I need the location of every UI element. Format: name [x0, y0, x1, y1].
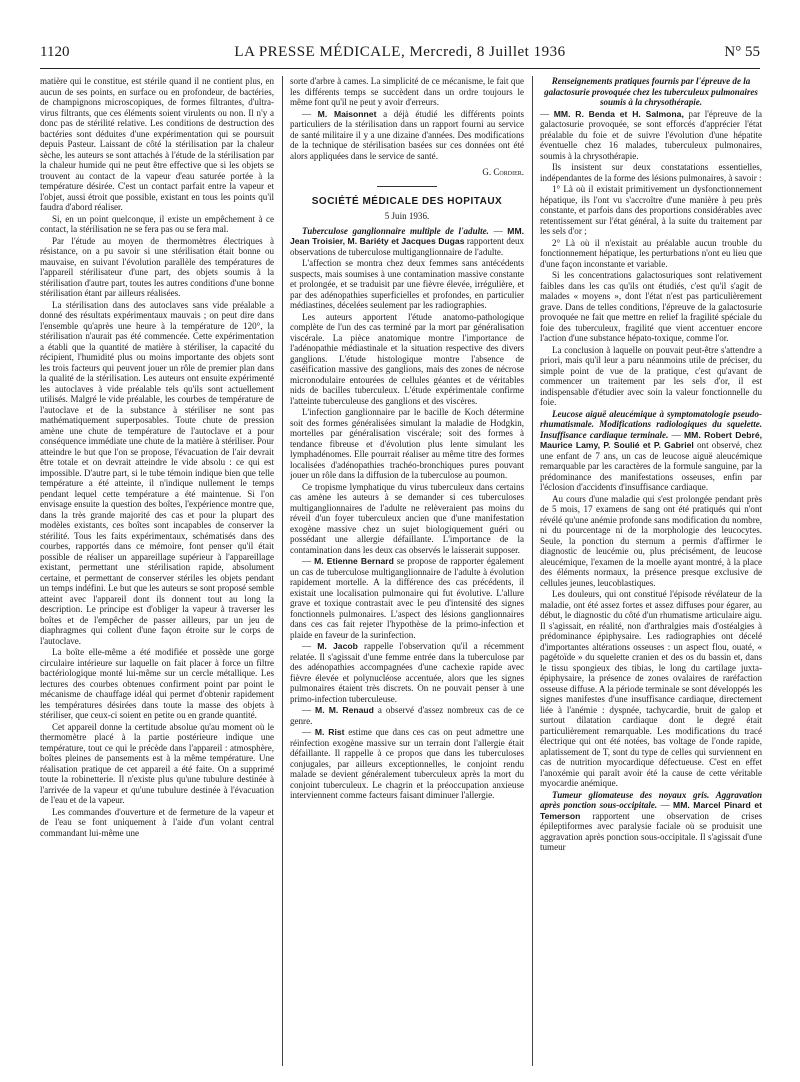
journal-title-line: LA PRESSE MÉDICALE, Mercredi, 8 Juillet 1936: [234, 44, 566, 60]
separator-rule: [377, 186, 437, 187]
article-authors: MM. Robert Debré, Maurice Lamy, P. Soulié et P. Gabriel: [540, 429, 762, 450]
paragraph-text: a déjà étudié les différents points particuliers de la stérilisation dans un rapport fourni au service de santé militaire il y a une dizaine d'années. Des modifications de la technique de stérilisation basées sur ces données ont été alors appliquées dans le service de santé.: [290, 108, 524, 161]
paragraph: — M. M. Renaud a observé d'assez nombreux cas de ce genre.: [290, 705, 524, 726]
speaker-name: M. Maisonnet: [317, 108, 377, 119]
paragraph: — M. Maisonnet a déjà étudié les différents points particuliers de la stérilisation dans un rapport fourni au service de santé militaire il y a une dizaine d'années. Des modifications de la technique de stérilisation basées sur ces données ont été alors appliquées dans le service de santé.: [290, 108, 524, 161]
article-title: Tuberculose ganglionnaire multiple de l'adulte.: [302, 225, 489, 236]
article-lead: — MM. R. Benda et H. Salmona, par l'épreuve de la galactosurie provoquée, se sont efforcés d'apprécier l'état préalable du foie et de suivre l'évolution d'une hépatite éventuelle chez 16 malades, tuberculeux pulmonaires, soumis à la chrysothérapie.: [540, 108, 762, 161]
paragraph: L'infection ganglionnaire par le bacille de Koch détermine soit des formes généralisées simulant la maladie de Hodgkin, mortelles par généralisation viscérale; soit des formes à tendance fibreuse et d'évolution plus lente simulant les lymphadénomes. Elle pourrait réaliser au même titre des formes localisées d'adénopathies trachéo-bronchiques pures pouvant jouer un rôle dans la diffusion de la tuberculose au poumon.: [290, 407, 524, 480]
article-lead: Leucose aiguë aleucémique à symptomatologie pseudo-rhumatismale. Modifications radiologiques du squelette. Insuffisance cardiaque terminale. — MM. Robert Debré, Maurice Lamy, P. Soulié et P. Gabriel ont observé, chez une enfant de 7 ans, un cas de leucose aiguë aleucémique remarquable par les caractères de la formule sanguine, par la prédominance des manifestations osseuses, enfin par l'éclosion d'accidents d'insuffisance cardiaque.: [540, 408, 762, 492]
paragraph: Si, en un point quelconque, il existe un empêchement à ce contact, la stérilisation ne se fera pas ou se fera mal.: [40, 213, 274, 234]
page-header: [40, 44, 760, 66]
paragraph-text: par l'épreuve de la galactosurie provoquée, se sont efforcés d'apprécier l'état préalable du foie et de suivre l'évolution d'une hépatite éventuelle chez 16 malades, tuberculeux pulmonaires, soumis à la chrysothérapie.: [540, 108, 762, 161]
section-title: SOCIÉTÉ MÉDICALE DES HOPITAUX: [311, 195, 503, 207]
paragraph: L'affection se montra chez deux femmes sans antécédents suspects, mais soumises à une contamination massive constante et prolongée, et se traduisit par une fièvre élevée, irrégulière, et par des adénopathies superficielles et profondes, en particulier médiastines, décelées seulement par les radiographies.: [290, 258, 524, 310]
paragraph: 2° Là où il n'existait au préalable aucun trouble du fonctionnement hépatique, les perturbations n'ont eu lieu que d'une façon inconstante et variable.: [540, 237, 762, 269]
paragraph: Les auteurs apportent l'étude anatomo-pathologique complète de l'un des cas terminé par la mort par généralisation viscérale. La pièce anatomique montre l'importance de l'adénopathie médiastinale et la situation respective des divers ganglions. L'étude histologique montre l'absence de caséification massive des ganglions, mais des zones de nécrose micronodulaire entourées de cellules géantes et de véritables nids de bacilles tuberculeux. L'étude expérimentale confirme l'atteinte tuberculeuse des ganglions et des viscères.: [290, 311, 524, 406]
header-rule: [40, 68, 760, 69]
article-lead: Tuberculose ganglionnaire multiple de l'adulte. — MM. Jean Troisier, M. Bariéty et Jacques Dugas rapportent deux observations de tuberculose multiganglionnaire de l'adulte.: [290, 225, 524, 257]
paragraph-text: rappelle l'observation qu'il a récemment relatée. Il s'agissait d'une femme entrée dans la tuberculose par des adénopathies accompagnées d'une cachexie rapide avec fièvre élevée et polynucléose accentuée, alors que les signes pulmonaires étaient très discrets. On ne pouvait penser à une primo-infection tuberculeuse.: [290, 641, 524, 704]
paragraph: matière qui le constitue, est stérile quand il ne contient plus, en aucun de ses points, en surface ou en profondeur, de bactéries, de champignons microscopiques, de formes filtrantes, d'ultra-virus filtrants, que ces éléments soient virulents ou non. Il n'y a donc pas de stérilité relative. Les conditions de destruction des bactéries sont déduites d'une expérimentation qui se poursuit depuis Pasteur. Laissant de côté la stérilisation par la chaleur sèche, les auteurs se sont attachés à l'étude de la stérilisation par la chaleur humide qui ne peut être effective que si les objets se trouvent au contact de la vapeur d'eau saturée portée à la température désirée. C'est un contact parfait entre la vapeur et l'objet, aussi étroit que possible, existant en tous les points qu'il faudra d'abord réaliser.: [40, 76, 274, 212]
issue-date: Mercredi, 8 Juillet 1936: [409, 44, 566, 60]
paragraph: La conclusion à laquelle on pouvait peut-être s'attendre a priori, mais qu'il leur a paru néanmoins utile de préciser, du simple point de vue de la pratique, c'est qu'avant de commencer un traitement par les sels d'or, il est indispensable d'étudier avec soin la valeur fonctionnelle du foie.: [540, 344, 762, 407]
page-number: 1120: [40, 44, 70, 60]
speaker-name: M. Jacob: [317, 641, 358, 651]
paragraph: 1° Là où il existait primitivement un dysfonctionnement hépatique, ils l'ont vu s'accroître d'une manière à peu près constante, et parfois dans des proportions considérables avec retentissement sur l'état général, à la suite du traitement par les sels d'or ;: [540, 184, 762, 236]
paragraph: Cet appareil donne la certitude absolue qu'au moment où le thermomètre placé à la partie postérieure indique une température, tout ce qui le précède dans l'appareil : atmosphère, boîtes pleines de pansements est à la même température. Une réalisation pratique de cet appareil a été faite. On a supprimé toute la robinetterie. Il n'existe plus qu'une tubulure destinée à l'arrivée de la vapeur et qu'une tubulure destinée à l'évacuation de l'eau et de la vapeur.: [40, 721, 274, 805]
journal-name: LA PRESSE MÉDICALE: [234, 44, 401, 60]
column-divider: [282, 76, 283, 1066]
speaker-name: M. Rist: [314, 727, 345, 737]
article-authors: MM. Jean Troisier, M. Bariéty et Jacques Dugas: [290, 225, 524, 246]
paragraph: — M. Etienne Bernard se propose de rapporter également un cas de tuberculose multiganglionnaire de l'adulte à évolution rapidement mortelle. A la différence des cas précédents, il existait une localisation pulmonaire qui fut évolutive. L'allure grave et toxique contrastait avec le peu d'intensité des signes fonctionnels pulmonaires. L'aspect des lésions ganglionnaires dans ces cas fait rejeter l'hypothèse de la primo-infection et plaide en faveur de la surinfection.: [290, 556, 524, 640]
column-divider: [532, 76, 533, 1066]
paragraph: sorte d'arbre à cames. La simplicité de ce mécanisme, le fait que les différents temps se succèdent dans un ordre toujours le même font qu'il ne peut y avoir d'erreurs.: [290, 76, 524, 107]
column-middle: [290, 76, 524, 1066]
paragraph: — M. Jacob rappelle l'observation qu'il a récemment relatée. Il s'agissait d'une femme entrée dans la tuberculose par des adénopathies accompagnées d'une cachexie rapide avec fièvre élevée et polynucléose accentuée, alors que les signes pulmonaires étaient très discrets. On ne pouvait penser à une primo-infection tuberculeuse.: [290, 641, 524, 704]
paragraph: Les commandes d'ouverture et de fermeture de la vapeur et de l'eau se font uniquement à l'aide d'un volant central commandant lui-même une: [40, 806, 274, 838]
article-title: Tumeur gliomateuse des noyaux gris. Aggravation après ponction sous-occipitale.: [540, 789, 762, 810]
paragraph: Les douleurs, qui ont constitué l'épisode révélateur de la maladie, ont été assez fortes et assez diffuses pour égarer, au début, le diagnostic du côté d'un rhumatisme articulaire aigu. Il s'agissait, en réalité, non d'arthralgies mais d'ostéalgies à prédominance épiphysaire. Les radiographies ont décelé d'importantes altérations osseuses : un aspect flou, ouaté, « pagétoïde » du squelette cranien et des os du bassin et, dans le tissu spongieux des tibias, le long du cartilage juxta-épiphysaire, la présence de zones ovalaires de raréfaction osseuse diffuse. A la période terminale se sont développés les signes manifestes d'une insuffisance cardiaque, directement liée à l'anémie : dyspnée, tachycardie, bruit de galop et surtout dilatation cardiaque dont le degré était particulièrement remarquable. Les modifications du tracé électrique qui ont été notées, bas voltage de l'onde rapide, aplatissement de T, sont du type de celles qui surviennent en cas de nutrition myocardique défectueuse. C'est en effet l'anoxémie qui paraît avoir été la cause de cette véritable myocardie anémique.: [540, 589, 762, 788]
paragraph-text: estime que dans ces cas on peut admettre une réinfection exogène massive sur un terrain dont l'allergie était défaillante. Il rappelle à ce propos que dans les tuberculoses conjugales, par ailleurs exceptionnelles, le conjoint rendu malade se devient généralement tuberculeux après la mort du conjoint tuberculeux. Le chagrin et la préoccupation anxieuse interviennent comme facteurs faisant diminuer l'allergie.: [290, 727, 524, 800]
speaker-name: M. Etienne Bernard: [314, 556, 394, 566]
paragraph-text: rapportent deux observations de tuberculose multiganglionnaire de l'adulte.: [290, 236, 524, 257]
session-date: 5 Juin 1936.: [384, 211, 430, 221]
paragraph: La boîte elle-même a été modifiée et possède une gorge circulaire intérieure sur laquelle on fait placer à force un filtre bactériologique monté lui-même sur un cercle métallique. Les lectures des courbes obtenues confirment point par point le mécanisme de chauffage idéal qui permet d'obtenir rapidement les températures désirées dans toute la masse des objets à stériliser, que ceux-ci soient en petite ou en grande quantité.: [40, 647, 274, 720]
article-lead: Tumeur gliomateuse des noyaux gris. Aggravation après ponction sous-occipitale. — MM. Marcel Pinard et Temerson rapportent une observation de crises épileptiformes avec paralysie faciale où se produisit une aggravation après ponction sous-occipitale. Il s'agissait d'une tumeur: [540, 789, 762, 852]
paragraph: Au cours d'une maladie qui s'est prolongée pendant près de 5 mois, 17 examens de sang ont été pratiqués qui n'ont révélé qu'une anémie profonde sans modification du nombre, ni du pourcentage ni de la morphologie des leucocytes. Seule, la ponction du sternum a permis d'affirmer le diagnostic de leucémie ou, plus précisément, de leucose aleucémique, l'examen de la moelle ayant montré, à la place des éléments normaux, la présence presque exclusive de cellules jeunes, leucoblastiques.: [540, 493, 762, 588]
paragraph: Ce tropisme lymphatique du virus tuberculeux dans certains cas amène les auteurs à se demander si ces tuberculoses multiganglionnaires de l'adulte ne relèveraient pas moins du réveil d'un foyer tuberculeux ancien que d'une manifestation exogène massive chez un sujet biologiquement guéri ou possédant une allergie défaillante. L'importance de la contamination dans les deux cas observés le laisserait supposer.: [290, 481, 524, 555]
paragraph-text: a observé d'assez nombreux cas de ce genre.: [290, 705, 524, 726]
article-title: Leucose aiguë aleucémique à symptomatologie pseudo-rhumatismale. Modifications radiologiques du squelette. Insuffisance cardiaque terminale.: [540, 408, 762, 440]
article-title: Renseignements pratiques fournis par l'épreuve de la galactosurie provoquée chez les tuberculeux pulmonaires soumis à la chrysothérapie.: [544, 76, 758, 107]
article-authors: MM. Marcel Pinard et Temerson: [540, 800, 762, 821]
paragraph-text: ont observé, chez une enfant de 7 ans, un cas de leucose aiguë aleucémique remarquable par les caractères de la formule sanguine, par la prédominance des manifestations osseuses, enfin par l'éclosion d'accidents d'insuffisance cardiaque.: [540, 440, 762, 492]
paragraph-text: rapportent une observation de crises épileptiformes avec paralysie faciale où se produisit une aggravation après ponction sous-occipitale. Il s'agissait d'une tumeur: [540, 810, 762, 852]
paragraph: Ils insistent sur deux constatations essentielles, indépendantes de la forme des lésions pulmonaires, à savoir :: [540, 162, 762, 183]
column-left: [40, 76, 274, 1066]
speaker-name: M. M. Renaud: [315, 705, 374, 715]
paragraph: Par l'étude au moyen de thermomètres électriques à résistance, on a pu savoir si une stérilisation était bonne ou mauvaise, en suivant l'évolution parallèle des températures de l'appareil stérilisateur d'une part, des objets soumis à la stérilisation d'autre part, toutes les autres conditions d'une bonne stérilisation étant par ailleurs réalisées.: [40, 235, 274, 298]
paragraph-text: se propose de rapporter également un cas de tuberculose multiganglionnaire de l'adulte à évolution rapidement mortelle. A la différence des cas précédents, il existait une localisation pulmonaire qui fut évolutive. L'allure grave et toxique contrastait avec le peu d'intensité des signes fonctionnels pulmonaires. L'aspect des lésions ganglionnaires dans ces cas fait rejeter l'hypothèse de la primo-infection et plaide en faveur de la surinfection.: [290, 556, 524, 640]
issue-number: N° 55: [724, 44, 760, 60]
paragraph: Si les concentrations galactosuriques sont relativement faibles dans les cas qu'ils ont étudiés, c'est qu'il s'agit de malades « moyens », dont l'état n'est pas particulièrement grave. Dans de telles conditions, l'épreuve de la galactosurie provoquée ne fait que mettre en relief la fragilité spéciale du foie des tuberculeux, fragilité que vient accentuer encore l'action d'une substance hépato-toxique, comme l'or.: [540, 270, 762, 343]
article-authors: MM. R. Benda et H. Salmona,: [553, 108, 684, 119]
paragraph: La stérilisation dans des autoclaves sans vide préalable a donné des résultats expérimentaux mauvais ; on peut dire dans l'ensemble qu'après une heure à la température de 120°, la stérilisation n'aurait pas été commencée. Cette expérimentation a établi que la quantité de matière à stériliser, la capacité du récipient, l'humidité plus ou moins importante des objets sont les trois facteurs qui peuvent jouer un rôle de premier plan dans la qualité de la stérilisation. Les auteurs ont ensuite expérimenté les autoclaves à vide préalable tels qu'ils sont actuellement utilisés. Malgré le vide préalable, les courbes de température de l'autoclave et de la substance à stériliser ne sont pas mathématiquement superposables. Toute chute de pression amène une chute de température de l'autoclave et a pour conséquence immédiate une chute de la matière à stériliser. Pour atteindre le but que l'on se propose, l'évacuation de l'air devrait être totale et on devrait atteindre le vide absolu : ce qui est impossible. D'autre part, si le tube témoin indique bien que telle température a été atteinte, il n'indique nullement le temps pendant lequel cette température a été maintenue. Si l'on envisage ensuite la question des boîtes, l'expérience montre que, dans la très grande majorité des cas et pour la plupart des modèles existants, ces boîtes sont incapables de conserver la stérilité. Tous les faits expérimentaux, schématisés dans des courbes, rapportés dans ce mémoire, font penser qu'il était possible de réaliser un appareillage supérieur à l'appareillage existant, permettant une stérilisation rapide, absolument certaine, et permettant de conserver stériles les objets pendant un temps indéfini. Le but que les auteurs se sont proposé semble atteint avec l'appareil dont ils donnent tout au long la description. Le principe est d'obliger la vapeur à traverser les boîtes et de l'empêcher de passer ailleurs, par un jeu de diaphragmes qui collent d'une façon étroite sur le corps de l'autoclave.: [40, 299, 274, 646]
signature: G. Cordier.: [482, 167, 524, 177]
paragraph: — M. Rist estime que dans ces cas on peut admettre une réinfection exogène massive sur un terrain dont l'allergie était défaillante. Il rappelle à ce propos que dans les tuberculoses conjugales, par ailleurs exceptionnelles, le conjoint rendu malade se devient généralement tuberculeux après la mort du conjoint tuberculeux. Le chagrin et la préoccupation anxieuse interviennent comme facteurs faisant diminuer l'allergie.: [290, 727, 524, 800]
column-right: [540, 76, 762, 1066]
